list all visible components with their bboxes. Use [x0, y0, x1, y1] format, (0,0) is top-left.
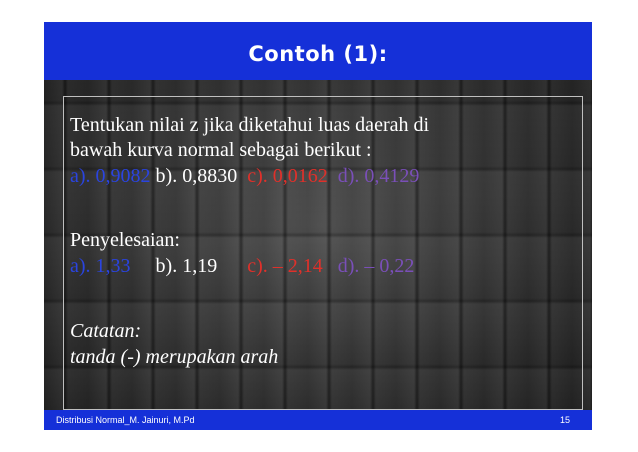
note-text: tanda (-) merupakan arah — [70, 346, 279, 368]
problem-line-2: bawah kurva normal sebagai berikut : — [70, 139, 372, 161]
option-b: b). 0,8830 — [155, 165, 238, 187]
slide — [44, 22, 592, 430]
answer-b: b). 1,19 — [155, 255, 218, 277]
solution-heading: Penyelesaian: — [70, 229, 180, 251]
problem-line-1: Tentukan nilai z jika diketahui luas daerah di — [70, 114, 430, 136]
option-a: a). 0,9082 — [70, 165, 151, 187]
problem-options — [70, 164, 419, 188]
footer-author: Distribusi Normal_M. Jainuri, M.Pd — [56, 415, 195, 425]
answer-a: a). 1,33 — [70, 255, 131, 277]
footer-bar — [44, 410, 592, 430]
solution-answers — [70, 254, 414, 278]
page-number: 15 — [559, 415, 570, 425]
note-heading: Catatan: — [70, 320, 142, 342]
slide-title: Contoh (1): — [248, 42, 388, 66]
option-d: d). 0,4129 — [337, 165, 420, 187]
option-c: c). 0,0162 — [247, 165, 328, 187]
answer-c: c). – 2,14 — [247, 255, 323, 277]
answer-d: d). – 0,22 — [337, 255, 415, 277]
title-bar — [44, 22, 592, 80]
